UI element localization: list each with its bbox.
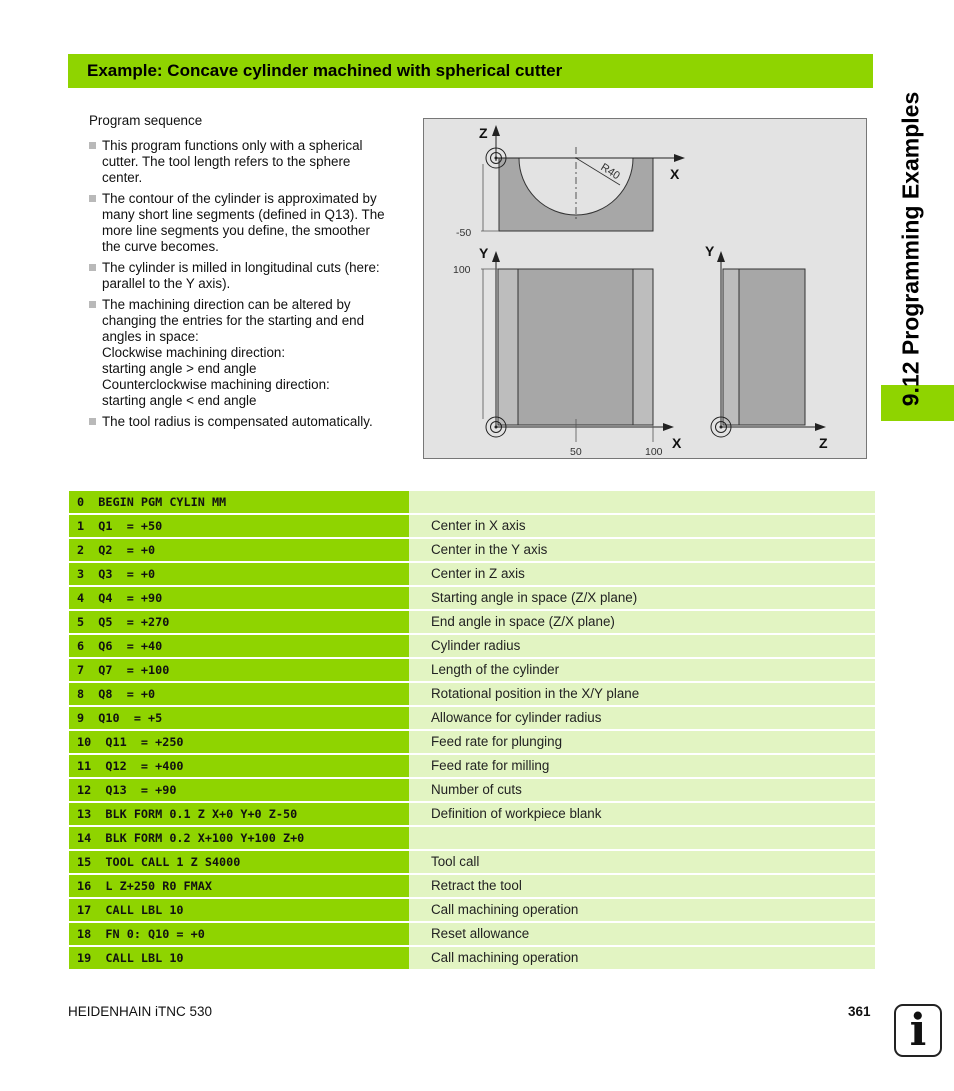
section-title-bar [68, 54, 873, 88]
nc-block-description: Center in the Y axis [409, 539, 875, 561]
nc-block-code: 0 BEGIN PGM CYLIN MM [69, 491, 409, 513]
nc-block-description [409, 491, 875, 513]
table-row [69, 491, 875, 513]
z-axis-label: Z [479, 125, 488, 141]
nc-block-description: Cylinder radius [409, 635, 875, 657]
table-row [69, 587, 875, 609]
table-row [69, 563, 875, 585]
table-row [69, 731, 875, 753]
bullet-item: The tool radius is compensated automatically. [89, 414, 409, 430]
nc-block-description: Tool call [409, 851, 875, 873]
table-row [69, 659, 875, 681]
bullet-item: The machining direction can be altered by changing the entries for the starting and end angles in space: Clockwise machining direction: starting angle > end angle Counterclockwise machining direction: starting angle < end angle [89, 297, 409, 409]
nc-block-description: Length of the cylinder [409, 659, 875, 681]
nc-block-code: 5 Q5 = +270 [69, 611, 409, 633]
nc-block-code: 8 Q8 = +0 [69, 683, 409, 705]
table-row [69, 923, 875, 945]
y-axis-arrow-icon [717, 251, 725, 262]
table-row [69, 875, 875, 897]
nc-block-code: 11 Q12 = +400 [69, 755, 409, 777]
x-axis-label: X [670, 166, 680, 182]
nc-block-code: 3 Q3 = +0 [69, 563, 409, 585]
section-title: Example: Concave cylinder machined with spherical cutter [87, 61, 563, 80]
nc-block-code: 10 Q11 = +250 [69, 731, 409, 753]
table-row [69, 947, 875, 969]
page-number: 361 [848, 1004, 871, 1019]
nc-block-code: 16 L Z+250 R0 FMAX [69, 875, 409, 897]
nc-block-description: Allowance for cylinder radius [409, 707, 875, 729]
nc-block-code: 15 TOOL CALL 1 Z S4000 [69, 851, 409, 873]
bullet-square-icon [89, 418, 96, 425]
nc-block-code: 2 Q2 = +0 [69, 539, 409, 561]
bullet-square-icon [89, 301, 96, 308]
bullet-item: The cylinder is milled in longitudinal cuts (here: parallel to the Y axis). [89, 260, 409, 292]
nc-block-code: 6 Q6 = +40 [69, 635, 409, 657]
nc-block-description: Feed rate for plunging [409, 731, 875, 753]
nc-block-description: Retract the tool [409, 875, 875, 897]
table-row [69, 779, 875, 801]
table-row [69, 755, 875, 777]
nc-block-description: End angle in space (Z/X plane) [409, 611, 875, 633]
bullet-item: This program functions only with a spherical cutter. The tool length refers to the sphere center. [89, 138, 409, 186]
program-table [69, 491, 875, 971]
bullet-item: The contour of the cylinder is approximated by many short line segments (defined in Q13). The more line segments you define, the smoother the curve becomes. [89, 191, 409, 255]
cylinder-diagram [423, 118, 867, 459]
table-row [69, 827, 875, 849]
dimension-label: 100 [645, 446, 663, 458]
z-axis-label: Z [819, 435, 828, 451]
y-axis-arrow-icon [492, 251, 500, 262]
nc-block-code: 18 FN 0: Q10 = +0 [69, 923, 409, 945]
nc-block-description: Definition of workpiece blank [409, 803, 875, 825]
front-view-workpiece [498, 269, 653, 425]
x-axis-arrow-icon [674, 154, 685, 162]
y-axis-label: Y [479, 245, 489, 261]
nc-block-code: 19 CALL LBL 10 [69, 947, 409, 969]
dimension-label: 100 [453, 264, 471, 276]
nc-block-description: Starting angle in space (Z/X plane) [409, 587, 875, 609]
x-axis-arrow-icon [663, 423, 674, 431]
radius-label: R40 [598, 161, 622, 183]
y-axis-label: Y [705, 243, 715, 259]
nc-block-code: 14 BLK FORM 0.2 X+100 Y+100 Z+0 [69, 827, 409, 849]
info-icon: i [894, 1004, 942, 1057]
nc-block-code: 1 Q1 = +50 [69, 515, 409, 537]
nc-block-description: Call machining operation [409, 899, 875, 921]
table-row [69, 707, 875, 729]
program-sequence [89, 113, 409, 435]
nc-block-description: Center in X axis [409, 515, 875, 537]
footer-product: HEIDENHAIN iTNC 530 [68, 1004, 213, 1019]
nc-block-code: 7 Q7 = +100 [69, 659, 409, 681]
bullet-square-icon [89, 142, 96, 149]
table-row [69, 635, 875, 657]
table-row [69, 611, 875, 633]
nc-block-code: 4 Q4 = +90 [69, 587, 409, 609]
dimension-label: 50 [570, 446, 582, 458]
z-axis-arrow-icon [815, 423, 826, 431]
nc-block-description: Reset allowance [409, 923, 875, 945]
nc-block-description [409, 827, 875, 849]
nc-block-code: 13 BLK FORM 0.1 Z X+0 Y+0 Z-50 [69, 803, 409, 825]
nc-block-description: Number of cuts [409, 779, 875, 801]
bullet-square-icon [89, 264, 96, 271]
nc-block-code: 12 Q13 = +90 [69, 779, 409, 801]
z-axis-arrow-icon [492, 125, 500, 136]
table-row [69, 683, 875, 705]
table-row [69, 539, 875, 561]
program-sequence-heading: Program sequence [89, 113, 203, 128]
nc-block-code: 17 CALL LBL 10 [69, 899, 409, 921]
nc-block-description: Call machining operation [409, 947, 875, 969]
chapter-tab-label: 9.12 Programming Examples [897, 91, 924, 407]
nc-block-description: Center in Z axis [409, 563, 875, 585]
dimension-label: -50 [456, 227, 472, 239]
bullet-square-icon [89, 195, 96, 202]
nc-block-code: 9 Q10 = +5 [69, 707, 409, 729]
x-axis-label: X [672, 435, 682, 451]
table-row [69, 803, 875, 825]
table-row [69, 899, 875, 921]
nc-block-description: Feed rate for milling [409, 755, 875, 777]
nc-block-description: Rotational position in the X/Y plane [409, 683, 875, 705]
table-row [69, 851, 875, 873]
table-row [69, 515, 875, 537]
